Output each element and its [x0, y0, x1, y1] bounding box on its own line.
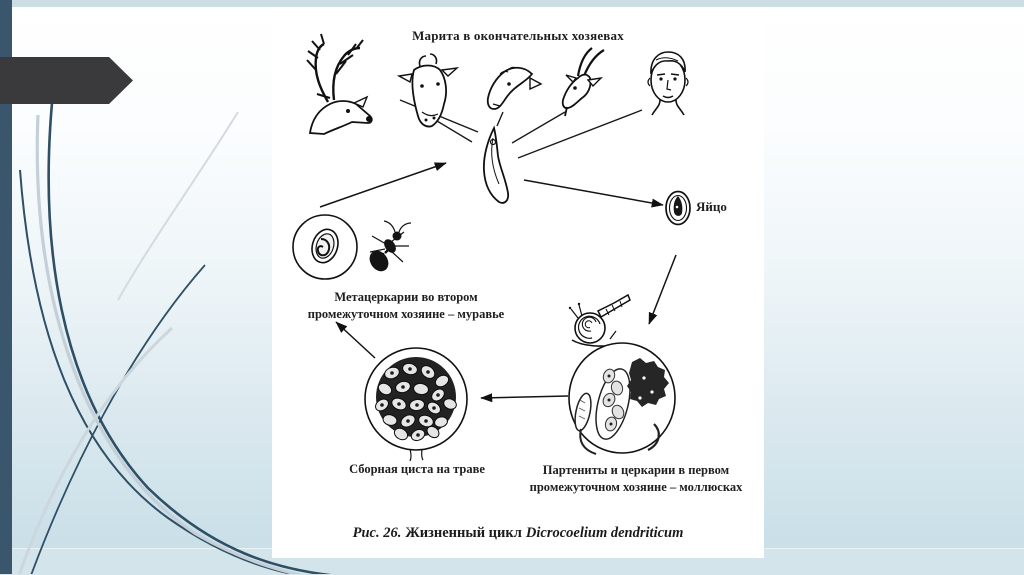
metacercariae-label-line1: Метацеркарии во втором — [334, 290, 478, 304]
caption-text: Жизненный цикл — [405, 525, 522, 541]
cow-head-icon — [399, 54, 457, 127]
figure-caption — [272, 525, 764, 542]
parthenitae-label-line2: промежуточном хозяине – моллюсках — [529, 479, 743, 494]
parthenitae-cercariae-circle-icon — [569, 343, 675, 454]
right-arrow-shape-icon — [0, 57, 133, 104]
ant-icon — [366, 221, 411, 275]
deer-head-icon — [307, 34, 372, 134]
parthenitae-label-line1: Партениты и церкарии в первом — [542, 463, 730, 477]
arrow-cyst-to-metacercariae — [336, 322, 375, 358]
parthenitae-label — [510, 462, 762, 495]
caption-figure-number: Рис. 26. — [352, 525, 402, 541]
snail-icon — [569, 295, 630, 346]
arrow-marita-to-egg — [524, 180, 663, 205]
figure-title: Марита в окончательных хозяевах — [412, 28, 624, 43]
human-head-icon — [648, 52, 688, 115]
metacercariae-label-line2: промежуточном хозяине – муравье — [307, 306, 505, 321]
arrow-mollusk-to-cyst — [481, 396, 568, 398]
egg-label: Яйцо — [696, 199, 727, 214]
arrow-egg-to-snail — [649, 255, 676, 324]
figure-panel — [272, 8, 764, 558]
metacercariae-label — [272, 289, 540, 322]
collective-cyst-circle-icon — [365, 348, 467, 461]
marita-fluke-icon — [484, 128, 508, 203]
arrow-metacercariae-to-marita — [320, 163, 446, 207]
cyst-label: Сборная циста на траве — [349, 462, 485, 476]
egg-icon — [666, 192, 690, 225]
sheep-head-icon — [488, 67, 541, 109]
caption-species-name: Dicrocoelium dendriticum — [525, 525, 684, 541]
goat-head-icon — [563, 48, 604, 116]
metacercaria-circle-icon — [293, 215, 357, 279]
